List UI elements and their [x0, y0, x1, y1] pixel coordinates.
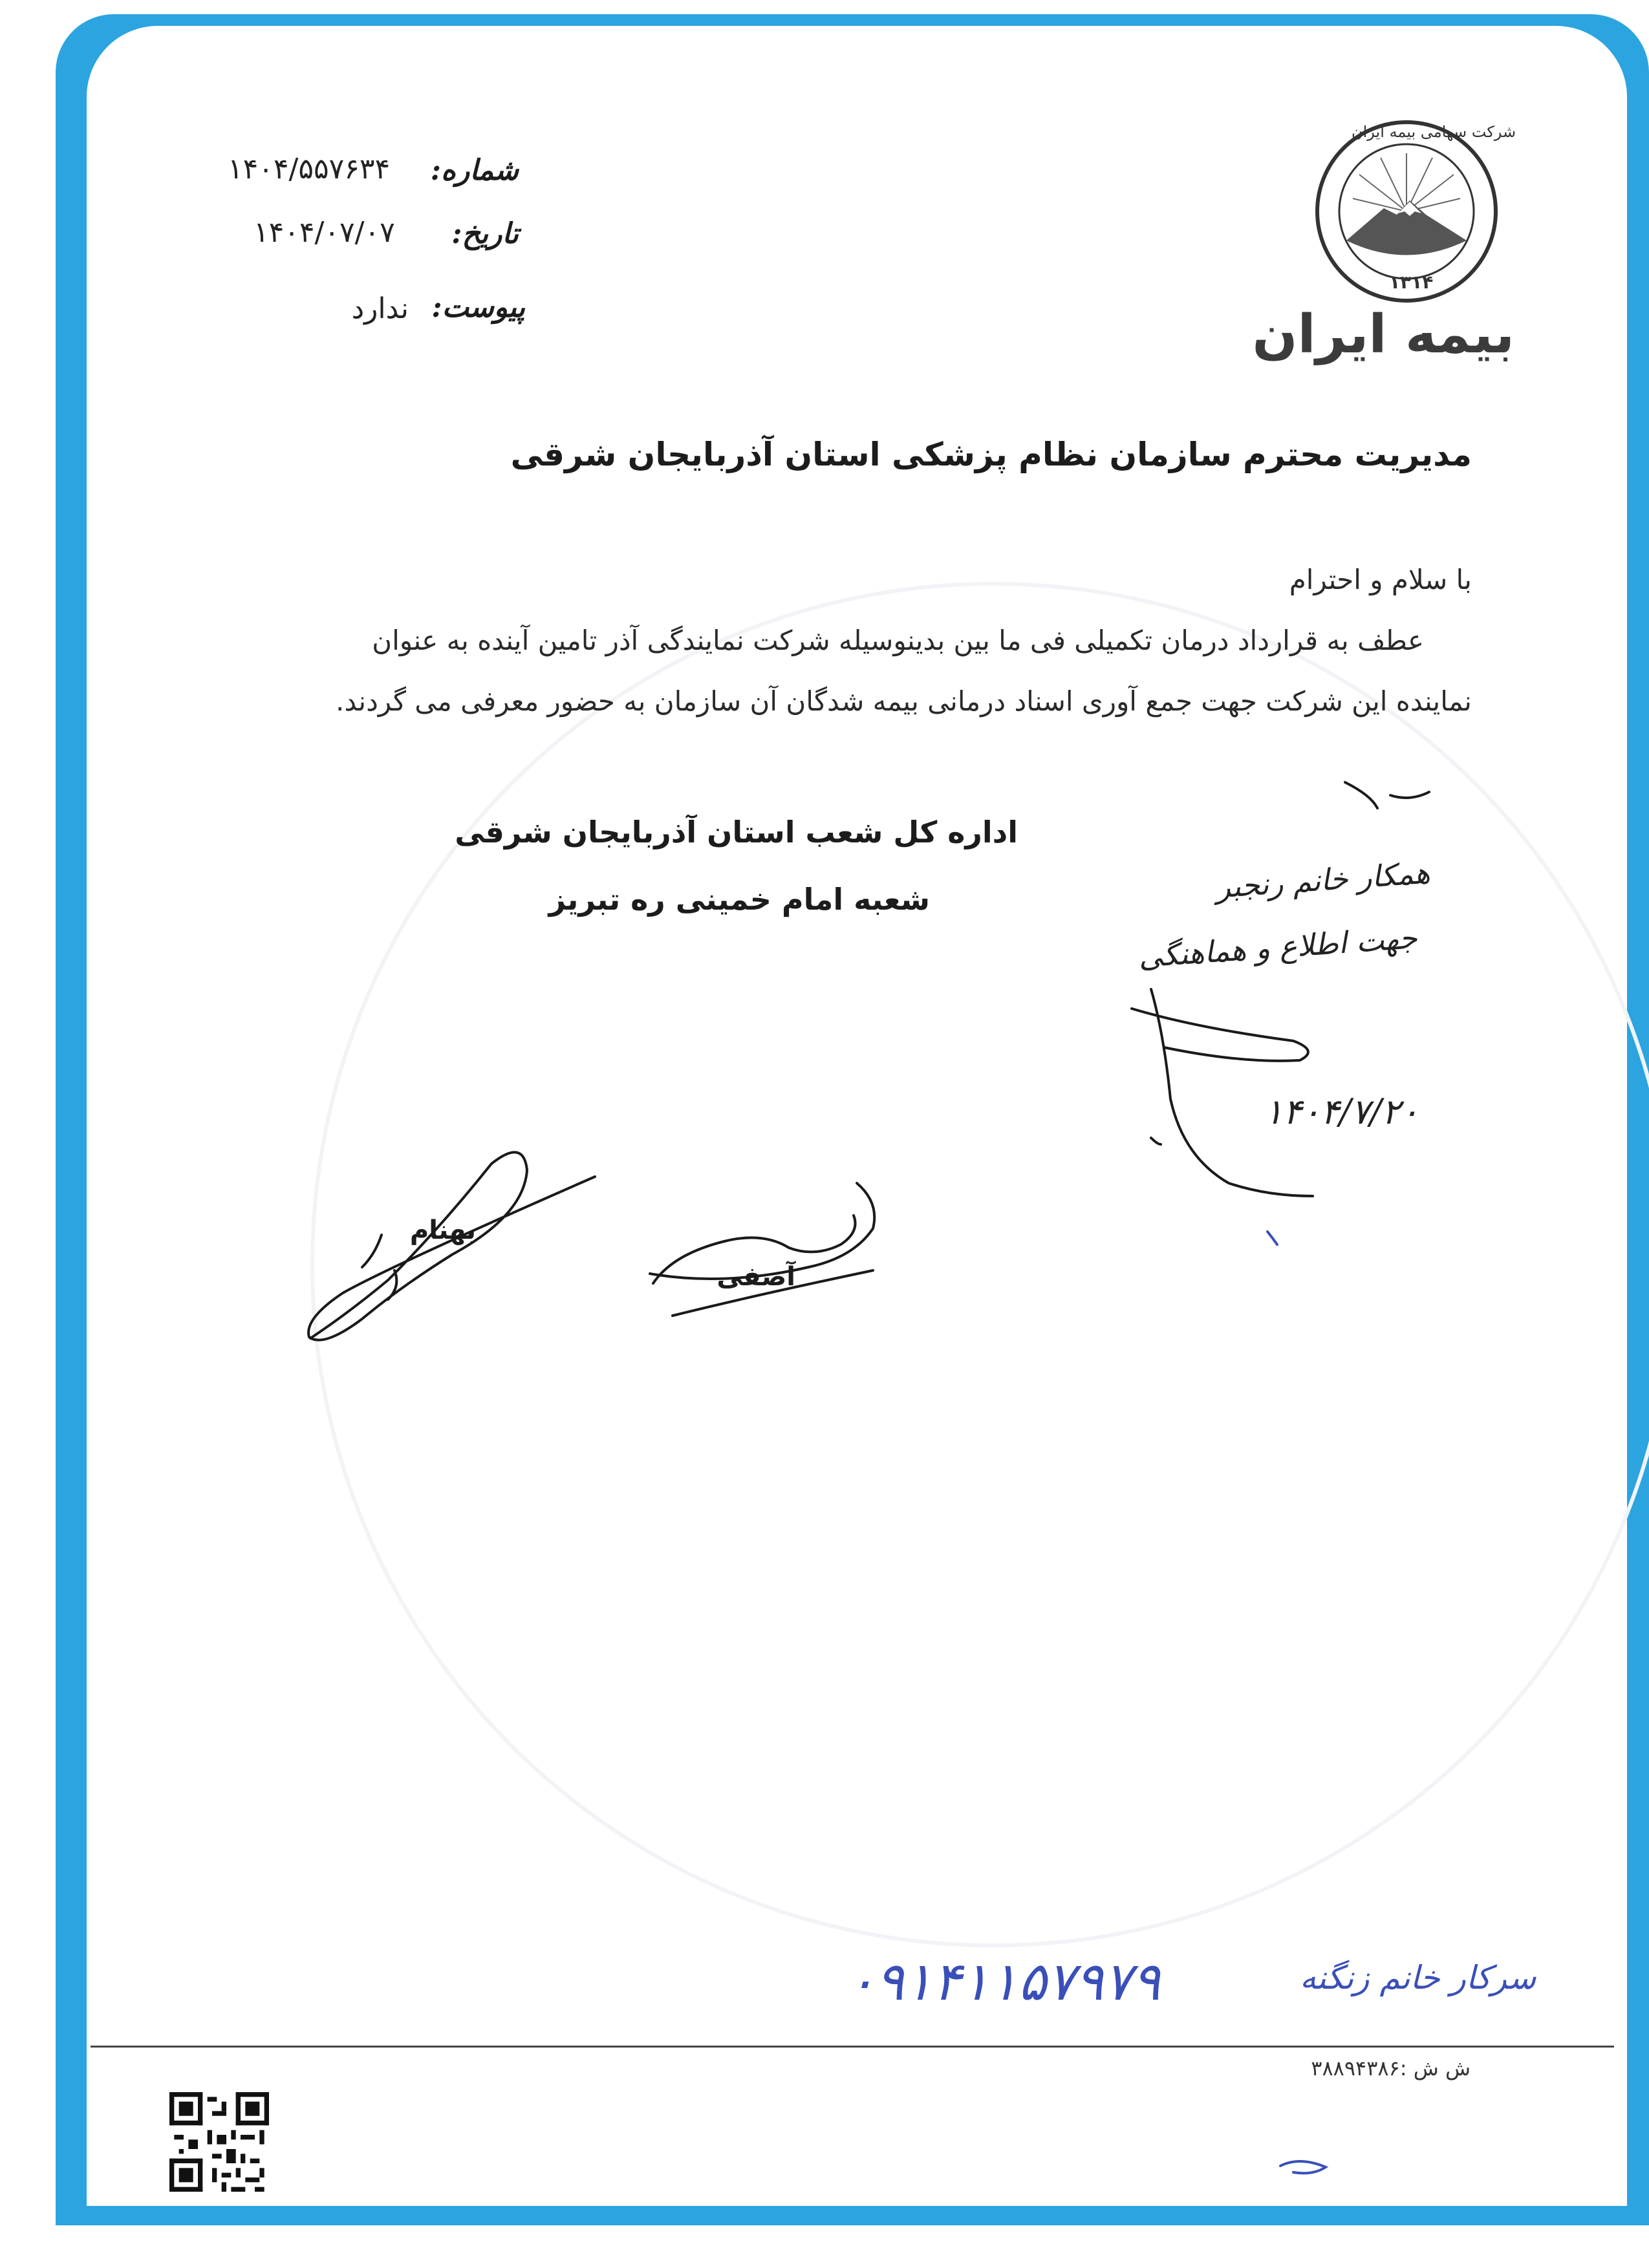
attachment-label: پیوست: — [431, 291, 525, 324]
watermark-circle — [310, 582, 1649, 1947]
handwritten-date: ۱۴۰۴/۷/۲۰ — [1264, 1091, 1419, 1132]
recipient-title: مدیریت محترم سازمان نظام پزشکی استان آذربایجان شرقی — [510, 436, 1472, 473]
company-logo-text: بیمه ایران — [1252, 304, 1514, 365]
handwritten-phone: ۰۹۱۴۱۱۵۷۹۷۹ — [847, 1951, 1161, 2013]
handwritten-note-1: همکار خانم رنجبر — [1214, 855, 1432, 905]
logo-ring-text: شرکت سهامی بیمه ایران — [1352, 123, 1516, 141]
attachment-value: ندارد — [351, 292, 409, 325]
qr-code — [169, 2092, 269, 2192]
number-value: ۱۴۰۴/۵۵۷۶۳۴ — [228, 153, 391, 186]
signatory-behnam: بهنام — [409, 1215, 476, 1245]
date-label: تاریخ: — [451, 217, 519, 250]
handwritten-name: سرکار خانم زنگنه — [1300, 1959, 1536, 1996]
logo-year: ۱۳۱۴ — [1389, 272, 1434, 293]
sender-branch: شعبه امام خمینی ره تبریز — [548, 882, 930, 917]
footer-divider — [91, 2046, 1614, 2048]
body-line-2: نماینده این شرکت جهت جمع آوری اسناد درمانی بیمه شدگان آن سازمان به حضور معرفی می گردند. — [335, 685, 1472, 717]
number-label: شماره: — [430, 154, 519, 187]
handwritten-note-2: جهت اطلاع و هماهنگی — [1137, 920, 1419, 974]
greeting: با سلام و احترام — [1289, 564, 1472, 595]
footer-code: ش ش :۳۸۸۹۴۳۸۶ — [1311, 2056, 1471, 2081]
sender-office: اداره کل شعب استان آذربایجان شرقی — [455, 815, 1018, 850]
signatory-asefi: آصفی — [717, 1262, 795, 1292]
date-value: ۱۴۰۴/۰۷/۰۷ — [253, 216, 395, 249]
body-line-1: عطف به قرارداد درمان تکمیلی فی ما بین بدینوسیله شرکت نمایندگی آذر تامین آینده به عنوان — [372, 625, 1424, 656]
